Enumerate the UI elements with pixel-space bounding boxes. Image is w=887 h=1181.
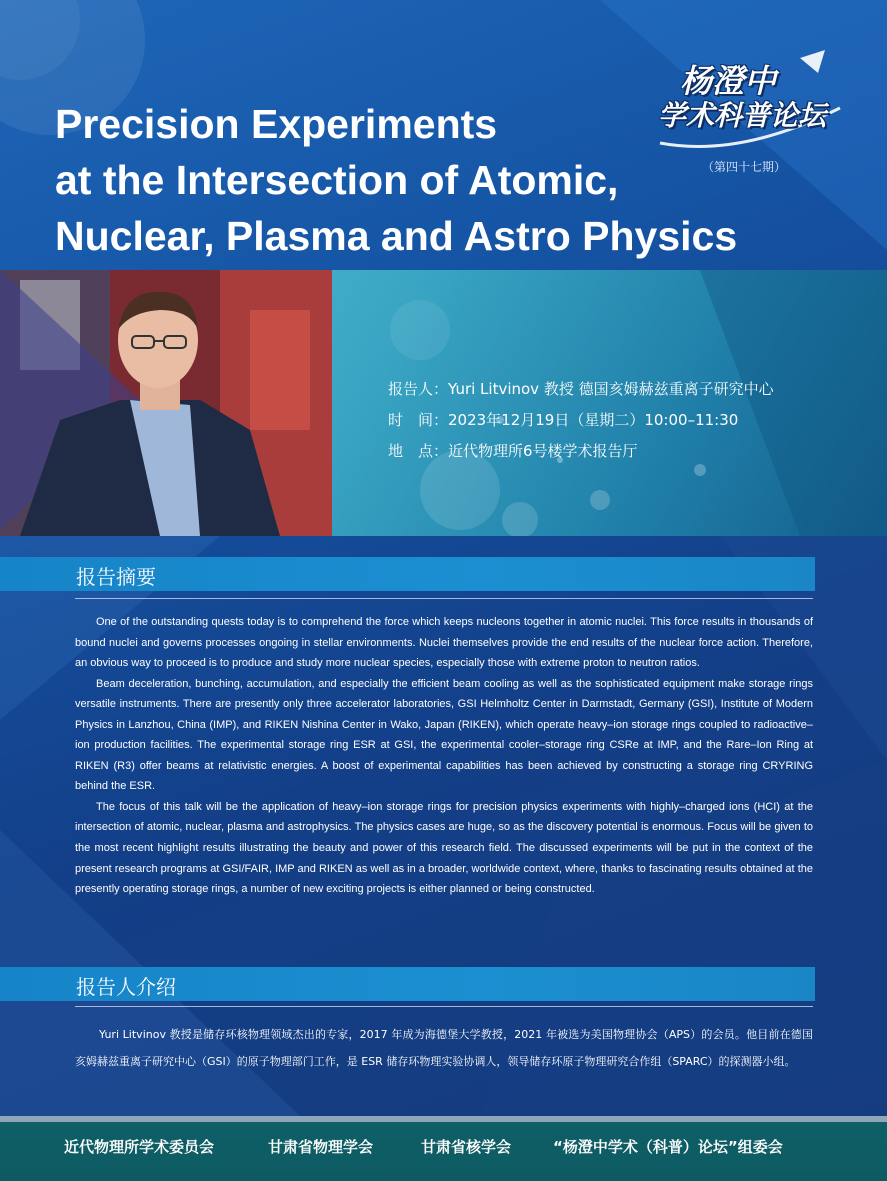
issue-number: （第四十七期） — [702, 160, 787, 174]
place-line: 地 点：近代物理所6号楼学术报告厅 — [388, 442, 638, 460]
speaker-line: 报告人：Yuri Litvinov 教授 德国亥姆赫兹重离子研究中心 — [388, 380, 774, 398]
organizer-3: 甘肃省核学会 — [421, 1138, 512, 1156]
bio-title: 报告人介绍 — [76, 975, 176, 999]
speaker-photo — [0, 270, 332, 536]
abstract-paragraph-1: One of the outstanding quests today is to comprehend the force which keeps nucleons together in atomic nuclei. This force results in thousands of bound nuclei and governs processes ongoing in stellar environments. Nuclei themselves provide the end results of the nuclear force action. Therefore, an obvious way to proceed is to produce and study more nuclear species, especially those with extreme proton to neutron ratios. — [75, 616, 813, 670]
bio-body: Yuri Litvinov 教授是储存环核物理领域杰出的专家，2017 年成为海德堡大学教授，2021 年被选为美国物理协会（APS）的会员。他目前在德国亥姆赫兹重离子研究中心（GSI）的原子物理部门工作，是 ESR 储存环物理实验协调人，领导储存环原子物理研究合作组（SPARC）的探测器小组。 — [75, 1028, 813, 1068]
page-title — [55, 96, 815, 264]
organizer-2: 甘肃省物理学会 — [268, 1138, 374, 1156]
abstract-header — [0, 557, 815, 591]
title-line3: Nuclear, Plasma and Astro Physics — [55, 213, 738, 259]
time-line: 时 间：2023年12月19日（星期二）10:00–11:30 — [388, 411, 739, 429]
event-info — [388, 374, 774, 467]
abstract-paragraph-3: The focus of this talk will be the application of heavy–ion storage rings for precision physics experiments with highly–charged ions (HCI) at the intersection of atomic, nuclear, plasma and astrophysics. The physics cases are huge, so as the discovery potential is enormous. Focus will be given to the most recent highlight results illustrating the beauty and power of this research field. The discussed experiments will be put in the context of the present research programs at GSI/FAIR, IMP and RIKEN as well as in a broader, worldwide context, where, thanks to fascinating results obtained at the presently operating storage rings, a number of new exciting projects is either planned or being constructed. — [75, 800, 813, 896]
bio-header — [0, 967, 815, 1001]
organizer-4: “杨澄中学术（科普）论坛”组委会 — [553, 1138, 783, 1156]
title-line1: Precision Experiments — [55, 101, 498, 147]
bio-divider — [75, 1006, 813, 1007]
abstract-paragraph-2: Beam deceleration, bunching, accumulation, and especially the efficient beam cooling as well as the sophisticated equipment make storage rings versatile instruments. There are presently only three accelerator laboratories, GSI Helmholtz Center in Darmstadt, Germany (GSI), Institute of Modern Physics in Lanzhou, China (IMP), and RIKEN Nishina Center in Wako, Japan (RIKEN), which operate heavy–ion storage rings coupled to radioactive–ion production facilities. The experimental storage ring ESR at GSI, the experimental cooler–storage ring CSRe at IMP, and the Rare–Ion Ring at RIKEN (R3) offer beams at relativistic energies. A boost of experimental capabilities has been achieved by constructing a storage ring CRYRING behind the ESR. — [75, 677, 813, 793]
logo-line2: 学术科普论坛 — [658, 99, 827, 132]
footer-organizers — [0, 1116, 887, 1181]
speaker-portrait — [0, 270, 332, 536]
abstract-body — [75, 612, 813, 900]
abstract-title: 报告摘要 — [76, 565, 156, 589]
logo-line1: 杨澄中 — [680, 62, 777, 100]
abstract-divider — [75, 598, 813, 599]
organizer-1: 近代物理所学术委员会 — [64, 1138, 215, 1156]
title-line2: at the Intersection of Atomic, — [55, 157, 619, 203]
